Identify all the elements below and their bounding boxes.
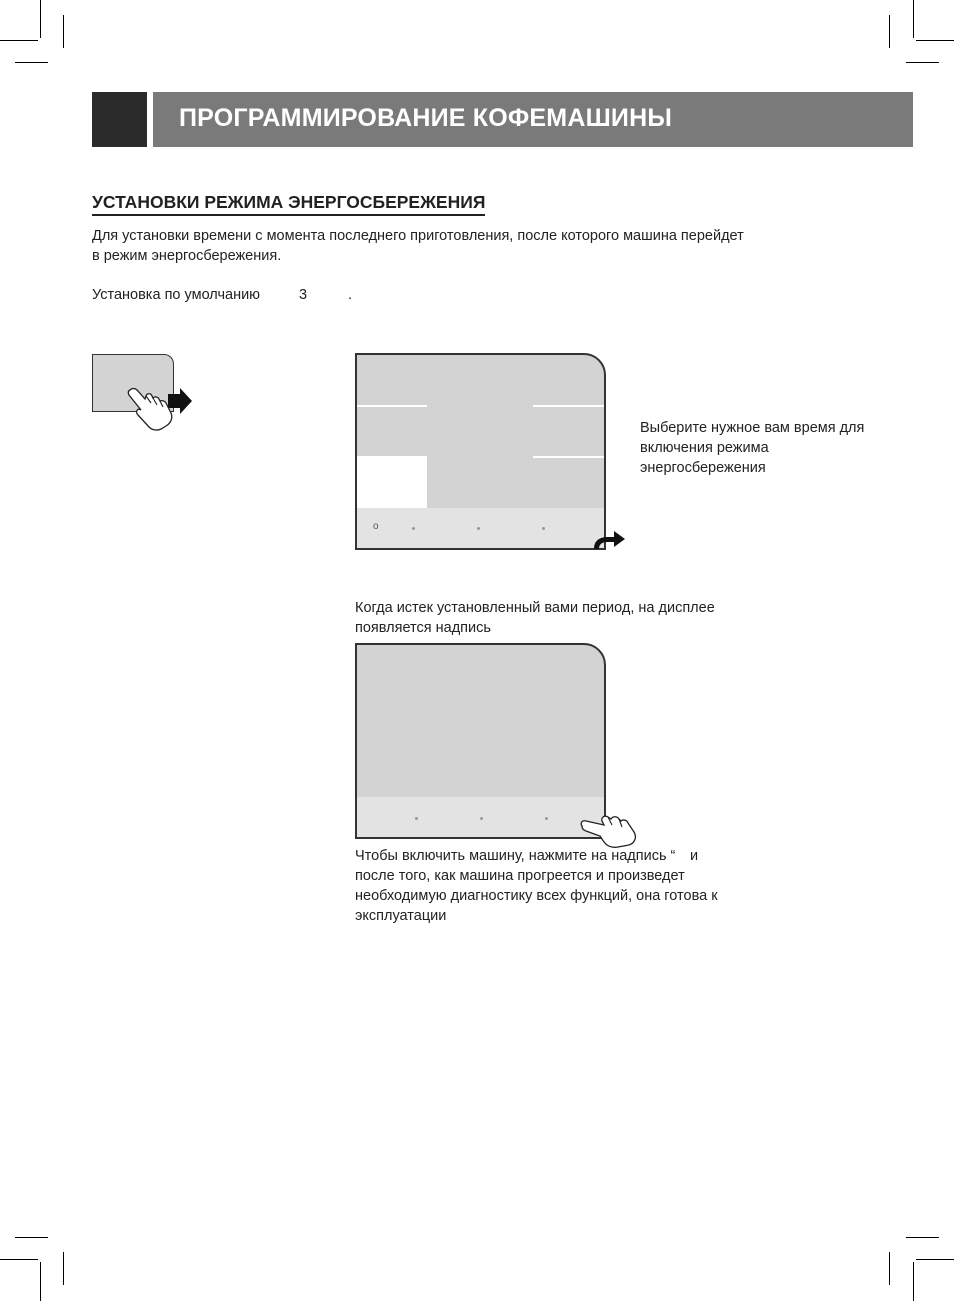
display-screen-standby	[355, 643, 606, 839]
page-title: ПРОГРАММИРОВАНИЕ КОФЕМАШИНЫ	[179, 104, 672, 132]
bottom-bar-dot	[412, 527, 415, 530]
header-square	[92, 92, 147, 147]
when-note-line-2: появляется надпись	[355, 620, 491, 636]
crop-mark	[889, 1252, 890, 1285]
wake-up-note	[355, 846, 725, 926]
bottom-bar-char: o	[373, 521, 379, 532]
display-screen-timer-selection	[355, 353, 606, 550]
wake-note-line-2: после того, как машина прогреется и произведет	[355, 868, 685, 884]
crop-mark	[63, 1252, 64, 1285]
screen-divider	[533, 405, 606, 407]
wake-note-line-1-end: и	[690, 848, 699, 864]
curved-arrow-icon	[590, 527, 628, 551]
screen-divider	[533, 456, 606, 458]
select-note-line-3: энергосбережения	[640, 460, 766, 476]
when-note-line-1: Когда истек установленный вами период, на дисплее	[355, 600, 715, 616]
bottom-bar-dot	[542, 527, 545, 530]
crop-mark	[40, 1262, 41, 1301]
crop-mark	[15, 62, 48, 63]
crop-mark	[63, 15, 64, 48]
crop-mark	[913, 1262, 914, 1301]
bottom-bar-dot	[477, 527, 480, 530]
crop-mark	[913, 0, 914, 38]
wake-note-line-1: Чтобы включить машину, нажмите на надпись “	[355, 848, 676, 864]
bottom-bar-dot	[545, 817, 548, 820]
bottom-bar-dot	[480, 817, 483, 820]
selected-cell[interactable]	[357, 456, 427, 508]
standby-message-note	[355, 598, 725, 638]
default-setting-label: Установка по умолчанию	[92, 287, 261, 303]
hand-press-icon	[578, 806, 642, 848]
crop-mark	[889, 15, 890, 48]
crop-mark	[0, 40, 38, 41]
intro-line-2: в режим энергосбережения.	[92, 248, 282, 264]
crop-mark	[15, 1237, 48, 1238]
screen-divider	[357, 405, 427, 407]
wake-note-line-4: эксплуатации	[355, 908, 447, 924]
wake-note-line-3: необходимую диагностику всех функций, она готова к	[355, 888, 718, 904]
default-setting-value: 3	[299, 287, 308, 303]
crop-mark	[916, 1259, 954, 1260]
screen-bottom-bar	[357, 508, 604, 550]
crop-mark	[906, 62, 939, 63]
section-heading: УСТАНОВКИ РЕЖИМА ЭНЕРГОСБЕРЕЖЕНИЯ	[92, 192, 485, 216]
select-note-line-1: Выберите нужное вам время для	[640, 420, 865, 436]
intro-paragraph	[92, 226, 772, 266]
hand-press-icon	[124, 380, 196, 432]
bottom-bar-dot	[415, 817, 418, 820]
screen-bottom-bar[interactable]	[357, 797, 604, 839]
select-note-line-2: включения режима	[640, 440, 769, 456]
crop-mark	[906, 1237, 939, 1238]
intro-line-1: Для установки времени с момента последнего приготовления, после которого машина перейдет	[92, 228, 744, 244]
crop-mark	[916, 40, 954, 41]
wake-note-line-1-row	[355, 846, 725, 866]
crop-mark	[0, 1259, 38, 1260]
crop-mark	[40, 0, 41, 38]
select-time-note	[640, 418, 870, 478]
default-setting-end: .	[348, 287, 353, 303]
